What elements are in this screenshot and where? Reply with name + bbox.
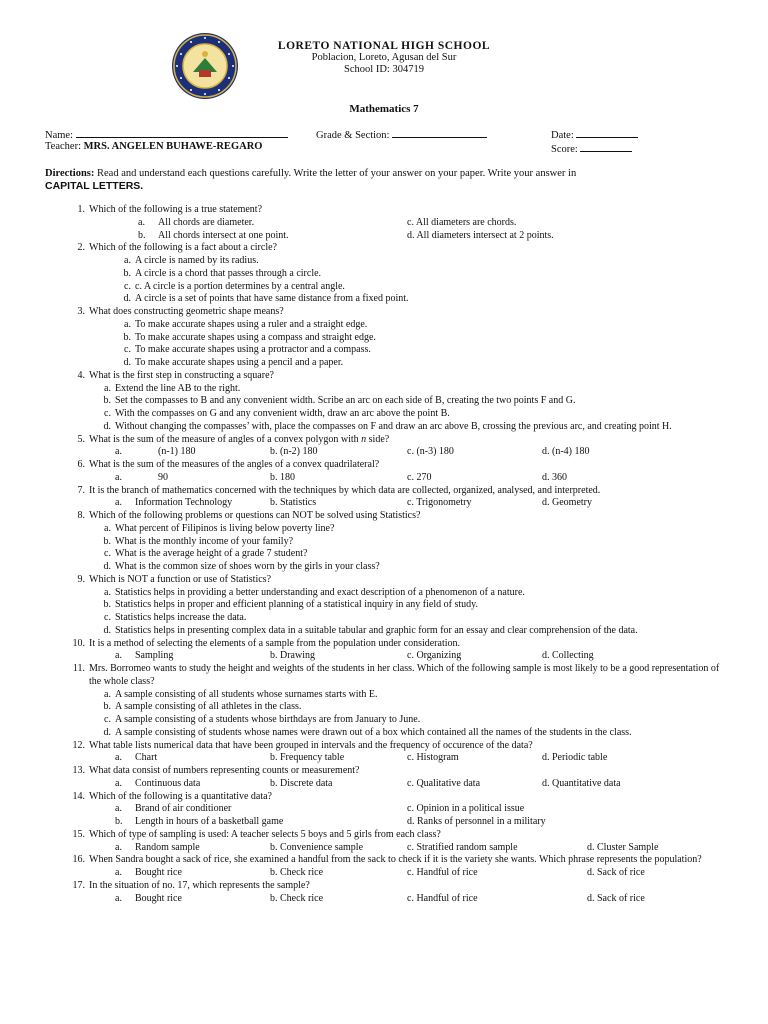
question-text: What is the sum of the measures of the angles of a convex quadrilateral? <box>89 459 380 470</box>
option-row: a. (n-1) 180 b. (n-2) 180 c. (n-3) 180 d. (n-4) 180 <box>115 446 590 458</box>
question-1: 1. Which of the following is a true statement? <box>77 204 263 215</box>
choice-c[interactable]: c. Histogram <box>407 752 459 764</box>
choice-b[interactable]: b. 180 <box>270 471 295 483</box>
choice-a[interactable]: a. Extend the line AB to the right. <box>104 382 241 394</box>
question-8: 8. Which of the following problems or questions can NOT be solved using Statistics? <box>77 510 421 521</box>
choice-d[interactable]: d. To make accurate shapes using a pencil and a paper. <box>123 357 344 368</box>
choice-d[interactable]: d. (n-4) 180 <box>542 446 590 458</box>
choice-b[interactable]: b. Check rice <box>270 892 324 904</box>
choice-d[interactable]: d. Quantitative data <box>542 777 621 789</box>
option-row: a. Bought rice b. Check rice c. Handful of rice d. Sack of rice <box>115 892 645 904</box>
question-3: 3. What does constructing geometric shape means? <box>77 306 284 317</box>
choice-d[interactable]: d. Without changing the compasses’ with, place the compasses on F and draw an arc above B, crossing the previous arc, and creating point H. <box>103 420 672 432</box>
choice-a[interactable]: a. What percent of Filipinos is living below poverty line? <box>104 522 335 534</box>
choice-c[interactable]: c. Qualitative data <box>407 777 481 789</box>
date-row <box>551 127 638 141</box>
choice-b[interactable]: b. Convenience sample <box>270 841 364 853</box>
directions-label: Directions: <box>45 168 95 179</box>
option-row: a. Random sample b. Convenience sample c. Stratified random sample d. Cluster Sample <box>115 841 659 853</box>
question-11: 11. Mrs. Borromeo wants to study the height and weights of the students in her class. Which of the following sample is most likely to be a good representation of the whole class? <box>72 663 720 687</box>
choice-c[interactable]: c. A sample consisting of a students whose birthdays are from January to June. <box>104 714 421 725</box>
choice-a[interactable]: a. A sample consisting of all students whose surnames starts with E. <box>104 688 378 700</box>
choice-d[interactable]: d. Statistics helps in presenting complex data in a suitable tabular and graphic form for an essay and clear comprehension of the data. <box>103 624 638 636</box>
name-label: Name: <box>45 130 73 141</box>
question-text: What is the sum of the measure of angles of a convex polygon with n side? <box>89 433 390 445</box>
score-row <box>551 141 632 155</box>
option-row: a. Information Technology b. Statistics c. Trigonometry d. Geometry <box>115 497 592 509</box>
question-text: Which of the following is a quantitative data? <box>89 790 272 802</box>
question-5: 5. What is the sum of the measure of angles of a convex polygon with n side? <box>77 433 390 445</box>
date-label: Date: <box>551 130 574 141</box>
choice-a[interactable]: All chords are diameter. <box>158 216 255 228</box>
choice-d[interactable]: d. Collecting <box>542 650 594 662</box>
choice-c[interactable]: c. Opinion in a political issue <box>407 803 525 815</box>
choice-a[interactable]: a. Statistics helps in providing a better understanding and exact description of a phenomenon of a nature. <box>104 586 525 598</box>
option-row: b. Length in hours of a basketball game d. Ranks of personnel in a military <box>115 816 546 827</box>
school-address: Poblacion, Loreto, Agusan del Sur <box>311 52 457 63</box>
question-15: 15. Which of type of sampling is used: A teacher selects 5 boys and 5 girls from each class? <box>72 828 441 840</box>
question-2: 2. Which of the following is a fact about a circle? <box>77 242 277 254</box>
score-blank[interactable] <box>580 141 632 152</box>
option-row: a. Continuous data b. Discrete data c. Qualitative data d. Quantitative data <box>115 777 621 789</box>
question-text: Which of the following problems or questions can NOT be solved using Statistics? <box>89 510 421 521</box>
option-row: a. Sampling b. Drawing c. Organizing d. Collecting <box>115 650 594 662</box>
teacher-label: Teacher: <box>45 141 81 152</box>
choice-b[interactable]: All chords intersect at one point. <box>158 229 289 241</box>
choice-c[interactable]: c. Handful of rice <box>407 867 478 878</box>
question-10: 10. It is a method of selecting the elements of a sample from the population under consideration. <box>72 637 461 649</box>
question-text: What data consist of numbers representing counts or measurement? <box>89 765 360 776</box>
question-text: When Sandra bought a sack of rice, she examined a handful from the sack to check if it is the variety she wants. Which phrase represents the population? <box>89 854 702 866</box>
choice-d[interactable]: d. Geometry <box>542 497 592 509</box>
question-text: Which of the following is a fact about a circle? <box>89 242 277 254</box>
choice-d[interactable]: d. All diameters intersect at 2 points. <box>407 229 554 241</box>
question-13: 13. What data consist of numbers representing counts or measurement? <box>72 765 360 776</box>
choice-a[interactable]: Bought rice <box>135 867 182 878</box>
choice-b[interactable]: b. Discrete data <box>270 777 333 789</box>
question-text: It is a method of selecting the elements of a sample from the population under consideration. <box>89 637 461 649</box>
choice-c[interactable]: c. Organizing <box>407 650 462 662</box>
choice-a[interactable]: a. A circle is named by its radius. <box>124 255 259 266</box>
name-blank[interactable] <box>76 127 288 138</box>
choice-c[interactable]: c. With the compasses on G and any convenient width, draw an arc above the point B. <box>104 408 450 419</box>
question-text: In the situation of no. 17, which represents the sample? <box>89 879 310 891</box>
question-text: What is the first step in constructing a square? <box>89 369 274 381</box>
choice-a[interactable]: 90 <box>158 471 168 483</box>
option-row: a. Bought rice b. Check rice c. Handful of rice d. Sack of rice <box>115 867 645 878</box>
question-9: 9. Which is NOT a function or use of Statistics? <box>77 573 272 585</box>
name-row <box>45 127 288 141</box>
choice-c[interactable]: c. To make accurate shapes using a protractor and a compass. <box>124 344 371 356</box>
choice-c[interactable]: c. All diameters are chords. <box>407 216 517 228</box>
choice-a[interactable]: Bought rice <box>135 892 182 904</box>
question-14: 14. Which of the following is a quantitative data? <box>72 790 272 802</box>
choice-d[interactable]: d. Cluster Sample <box>587 841 659 853</box>
school-header <box>0 40 768 76</box>
choice-c[interactable]: c. Handful of rice <box>407 892 478 904</box>
grade-label: Grade & Section: <box>316 130 390 141</box>
choice-d[interactable]: d. Periodic table <box>542 752 608 764</box>
question-text: Which is NOT a function or use of Statistics? <box>89 573 272 585</box>
choice-a[interactable]: a. To make accurate shapes using a ruler and a straight edge. <box>124 318 368 330</box>
choice-d[interactable]: d. Sack of rice <box>587 892 645 904</box>
question-7: 7. It is the branch of mathematics concerned with the techniques by which data are collected, organized, analysed, and interpreted. <box>77 484 601 496</box>
directions-text: Read and understand each questions carefully. Write the letter of your answer on your paper. Write your answer in <box>97 168 577 179</box>
question-text: What does constructing geometric shape means? <box>89 306 284 317</box>
choice-d[interactable]: d. A sample consisting of students whose names were drawn out of a box which contained all the names of the students in the class. <box>103 726 632 738</box>
choice-d[interactable]: d. Ranks of personnel in a military <box>407 816 546 827</box>
grade-blank[interactable] <box>392 127 487 138</box>
choice-c[interactable]: c. (n-3) 180 <box>407 446 454 458</box>
choice-b[interactable]: b. What is the monthly income of your family? <box>103 535 294 547</box>
question-text: Which of the following is a true statement? <box>89 204 263 215</box>
choice-a[interactable]: Chart <box>135 752 158 764</box>
question-list <box>45 204 725 905</box>
choice-d[interactable]: d. What is the common size of shoes worn by the girls in your class? <box>103 561 380 572</box>
choice-d[interactable]: d. Sack of rice <box>587 867 645 878</box>
choice-a[interactable]: (n-1) 180 <box>158 446 196 458</box>
choice-b[interactable]: b. Drawing <box>270 650 315 662</box>
question-12: 12. What table lists numerical data that have been grouped in intervals and the frequency of occurence of the data? <box>72 739 533 751</box>
option-row: a. Brand of air conditioner c. Opinion in a political issue <box>115 803 525 815</box>
directions <box>45 167 695 193</box>
question-text: Mrs. Borromeo wants to study the height and weights of the students in her class. Which of the following sample is most likely to be a good representation of the whole class? <box>89 663 720 687</box>
choice-a[interactable]: Brand of air conditioner <box>135 803 232 815</box>
choice-c[interactable]: c. What is the average height of a grade 7 student? <box>104 548 308 560</box>
choice-b[interactable]: b. To make accurate shapes using a compass and straight edge. <box>123 331 376 343</box>
choice-c[interactable]: c. 270 <box>407 471 432 483</box>
choice-c[interactable]: c. c. A circle is a portion determines by a central angle. <box>124 280 345 292</box>
choice-b[interactable]: b. Statistics helps in proper and efficient planning of a statistical inquiry in any field of study. <box>103 599 478 611</box>
choice-c[interactable]: c. Statistics helps increase the data. <box>104 612 247 623</box>
option-row: b. All chords intersect at one point. d. All diameters intersect at 2 points. <box>138 229 554 241</box>
question-text: What table lists numerical data that have been grouped in intervals and the frequency of occurence of the data? <box>89 739 533 751</box>
choice-c[interactable]: c. Stratified random sample <box>407 841 518 853</box>
choice-b[interactable]: b. Check rice <box>270 867 324 878</box>
option-row: a. 90 b. 180 c. 270 d. 360 <box>115 471 567 483</box>
choice-b[interactable]: b. (n-2) 180 <box>270 446 318 458</box>
choice-b[interactable]: b. Statistics <box>270 497 317 509</box>
teacher-name: MRS. ANGELEN BUHAWE-REGARO <box>83 141 263 152</box>
choice-a[interactable]: Continuous data <box>135 777 201 789</box>
choice-a[interactable]: Information Technology <box>135 497 233 509</box>
choice-b[interactable]: b. Set the compasses to B and any convenient width. Scribe an arc on each side of B, creating the two points F and G. <box>103 395 576 407</box>
choice-b[interactable]: Length in hours of a basketball game <box>135 816 284 827</box>
choice-d[interactable]: d. 360 <box>542 471 567 483</box>
choice-a[interactable]: Sampling <box>135 650 174 662</box>
option-row: a. All chords are diameter. c. All diameters are chords. <box>138 216 517 228</box>
date-blank[interactable] <box>576 127 638 138</box>
option-row: a. Chart b. Frequency table c. Histogram d. Periodic table <box>115 752 608 764</box>
question-6: 6. What is the sum of the measures of the angles of a convex quadrilateral? <box>77 459 380 470</box>
choice-d[interactable]: d. A circle is a set of points that have same distance from a fixed point. <box>123 293 409 305</box>
question-16: 16. When Sandra bought a sack of rice, she examined a handful from the sack to check if it is the variety she wants. Which phrase represents the population? <box>72 854 702 866</box>
choice-b[interactable]: b. Frequency table <box>270 752 345 764</box>
question-17: 17. In the situation of no. 17, which represents the sample? <box>72 879 310 891</box>
teacher-row <box>45 141 262 152</box>
grade-row <box>316 127 487 141</box>
school-id: School ID: 304719 <box>344 64 424 75</box>
school-name: LORETO NATIONAL HIGH SCHOOL <box>277 40 491 52</box>
directions-caps: CAPITAL LETTERS. <box>45 180 144 192</box>
question-4: 4. What is the first step in constructing a square? <box>77 369 274 381</box>
choice-a[interactable]: Random sample <box>135 841 200 853</box>
question-text: It is the branch of mathematics concerned with the techniques by which data are collected, organized, analysed, and interpreted. <box>89 484 601 496</box>
choice-b[interactable]: b. A circle is a chord that passes through a circle. <box>123 267 322 279</box>
choice-b[interactable]: b. A sample consisting of all athletes in the class. <box>103 701 302 713</box>
question-text: Which of type of sampling is used: A teacher selects 5 boys and 5 girls from each class? <box>89 828 441 840</box>
choice-c[interactable]: c. Trigonometry <box>407 497 472 509</box>
subject-title: Mathematics 7 <box>349 103 419 115</box>
score-label: Score: <box>551 144 578 155</box>
